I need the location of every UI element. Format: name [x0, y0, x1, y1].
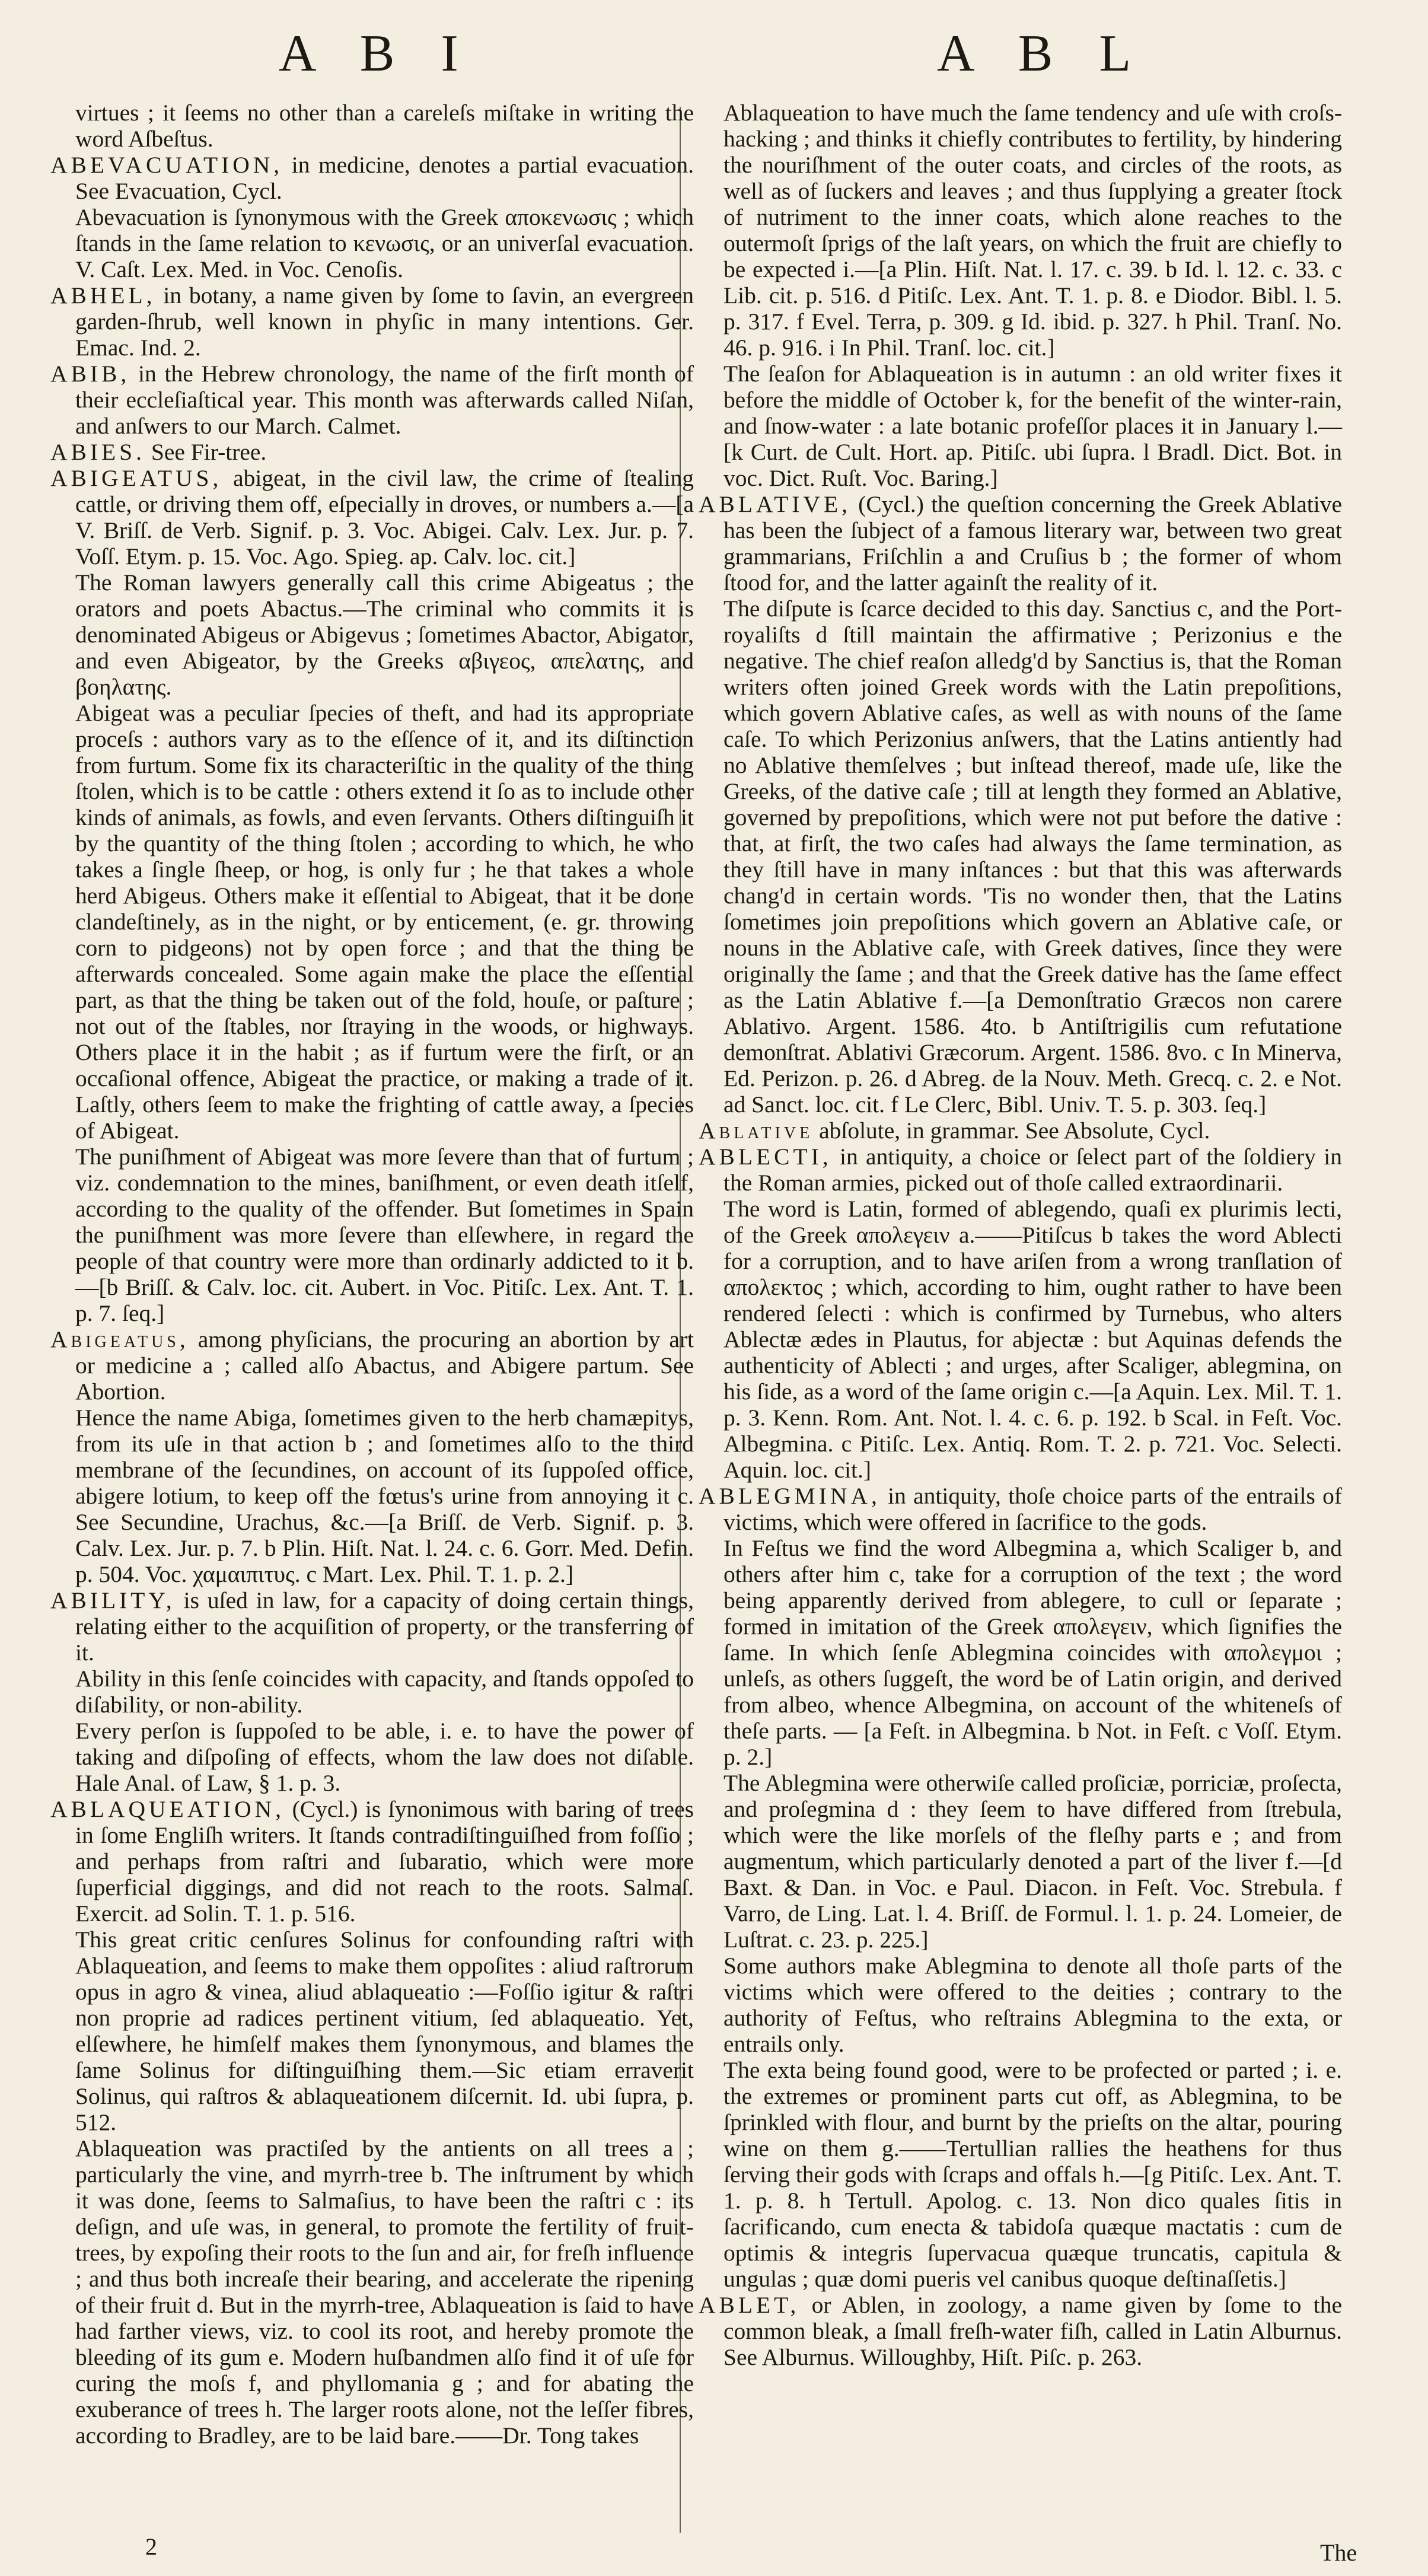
entry-text: (Cycl.) the queſtion concerning the Greek Ablative has been the ſubject of a famous literary war, between two great grammarians, Friſchlin a and Cruſius b ; the former of whom ſtood for, and the latter againſt the reality of it.: [723, 491, 1342, 596]
entry-text: among phyſicians, the procuring an abortion by art or medicine a ; called alſo Abactus, and Abigere partum. See Abortion.: [75, 1326, 694, 1405]
entry-text: virtues ; it ſeems no other than a careleſs miſtake in writing the word Aſbeſtus.: [75, 100, 694, 152]
entry-text: Ablaqueation to have much the ſame tendency and uſe with croſs-hacking ; and thinks it chiefly contributes to fertility, by hindering the nouriſhment of the outer coats, and circles of the roots, as well as of ſuckers and leaves ; and thus ſupplying a greater ſtock of nutriment to the inner coats, which alone reaches to the outermoſt ſprigs of the laſt years, on which the fruit are chiefly to be expected i.—[a Plin. Hiſt. Nat. l. 17. c. 39. b Id. l. 12. c. 33. c Lib. cit. p. 516. d Pitiſc. Lex. Ant. T. 1. p. 8. e Diodor. Bibl. l. 5. p. 317. f Evel. Terra, p. 309. g Id. ibid. p. 327. h Phil. Tranſ. No. 46. p. 916. i In Phil. Tranſ. loc. cit.]: [723, 100, 1342, 361]
dictionary-entry: [699, 1483, 1342, 1535]
entry-text: The puniſhment of Abigeat was more ſevere than that of furtum ; viz. condemnation to the mines, baniſhment, or even death itſelf, according to the quality of the offender. But ſometimes in Spain the puniſhment was more ſevere than elſewhere, in regard the people of that country were more than ordinarly addicted to it b.—[b Briſſ. & Calv. loc. cit. Aubert. in Voc. Pitiſc. Lex. Ant. T. 1. p. 7. ſeq.]: [75, 1144, 694, 1326]
entry-text: abſolute, in grammar. See Absolute, Cycl.: [813, 1117, 1210, 1144]
dictionary-entry: [50, 1326, 694, 1405]
entry-text: Abevacuation is ſynonymous with the Greek αποκενωσις ; which ſtands in the ſame relation to κενωσις, or an univerſal evacuation. V. Caſt. Lex. Med. in Voc. Cenoſis.: [75, 204, 694, 282]
entry-text: Ablaqueation was practiſed by the antients on all trees a ; particularly the vine, and myrrh-tree b. The inſtrument by which it was done, ſeems to Salmaſius, to have been the raſtri c : its deſign, and uſe was, in general, to promote the fertility of fruit-trees, by expoſing their roots to the ſun and air, for freſh influence ; and thus both increaſe their bearing, and accelerate the ripening of their fruit d. But in the myrrh-tree, Ablaqueation is ſaid to have had farther views, viz. to cool its root, and hereby promote the bleeding of its gum e. Modern huſbandmen alſo find it of uſe for curing the moſs f, and phyllomania g ; and for abating the exuberance of trees h. The larger roots alone, not the leſſer fibres, according to Bradley, are to be laid bare.——Dr. Tong takes: [75, 2135, 694, 2448]
left-column: [50, 100, 694, 2448]
entry-paragraph: [699, 1196, 1342, 1483]
entry-paragraph: [50, 1718, 694, 1796]
entry-text: or Ablen, in zoology, a name given by ſome to the common bleak, a ſmall freſh-water fiſh, called in Latin Alburnus. See Alburnus. Willoughby, Hiſt. Piſc. p. 263.: [723, 2292, 1342, 2370]
running-head-right: A B L: [937, 25, 1148, 82]
entry-text: abigeat, in the civil law, the crime of ſtealing cattle, or driving them off, eſpecially in droves, or numbers a.—[a V. Briſſ. de Verb. Signif. p. 3. Voc. Abigei. Calv. Lex. Jur. p. 7. Voſſ. Etym. p. 15. Voc. Ago. Spieg. ap. Calv. loc. cit.]: [75, 465, 694, 569]
entry-paragraph: [699, 596, 1342, 1117]
entry-text: Every perſon is ſuppoſed to be able, i. e. to have the power of taking and diſpoſing of effects, whom the law does not diſable. Hale Anal. of Law, § 1. p. 3.: [75, 1718, 694, 1796]
entry-paragraph: [50, 100, 694, 152]
headword: ABLEGMINA,: [699, 1483, 881, 1509]
entry-text: in medicine, denotes a partial evacuation. See Evacuation, Cycl.: [75, 152, 694, 204]
headword: ABHEL,: [50, 282, 156, 308]
entry-text: Ability in this ſenſe coincides with capacity, and ſtands oppoſed to diſability, or non-ability.: [75, 1666, 694, 1718]
entry-text: The ſeaſon for Ablaqueation is in autumn : an old writer fixes it before the middle of October k, for the benefit of the winter-rain, and ſnow-water : a late botanic profeſſor places it in January l.—[k Curt. de Cult. Hort. ap. Pitiſc. ubi ſupra. l Bradl. Dict. Bot. in voc. Dict. Ruſt. Voc. Baring.]: [723, 361, 1342, 491]
entry-paragraph: [50, 569, 694, 700]
entry-text: In Feſtus we find the word Albegmina a, which Scaliger b, and others after him c, take for a corruption of the text ; the word being apparently derived from ablegere, to cull or ſeparate ; formed in imitation of the Greek απολεγειν, which ſignifies the ſame. In which ſenſe Ablegmina coincides with απολεγμοι ; unleſs, as others ſuggeſt, the word be of Latin origin, and derived from albeo, whence Albegmina, on account of the whiteneſs of theſe parts. — [a Feſt. in Albegmina. b Not. in Feſt. c Voſſ. Etym. p. 2.]: [723, 1535, 1342, 1770]
headword: Ablative: [699, 1117, 814, 1144]
entry-text: This great critic cenſures Solinus for confounding raſtri with Ablaqueation, and ſeems to make them oppoſites : aliud raſtrorum opus in agro & vinea, aliud ablaqueatio :—Foſſio igitur & raſtri non proprie ad radices pertinent vitium, ſed ablaqueatio. Yet, elſewhere, he himſelf makes them ſynonymous, and blames the ſame Solinus for diſtinguiſhing them.—Sic etiam erraverit Solinus, qui raſtros & ablaqueationem diſcernit. Id. ubi ſupra, p. 512.: [75, 1927, 694, 2135]
entry-text: Abigeat was a peculiar ſpecies of theft, and had its appropriate proceſs : authors vary as to the eſſence of it, and its diſtinction from furtum. Some fix its characteriſtic in the quality of the thing ſtolen, which is to be cattle : others extend it ſo as to include other kinds of animals, as fowls, and even ſervants. Others diſtinguiſh it by the quantity of the thing ſtolen ; according to which, he who takes a ſingle ſheep, or hog, is only fur ; he that takes a whole herd Abigeus. Others make it eſſential to Abigeat, that it be done clandeſtinely, as in the night, or by enticement, (e. gr. throwing corn to pidgeons) not by open force ; and that the thing be afterwards concealed. Some again make the place the eſſential part, as that the thing be taken out of the fold, houſe, or paſture ; not out of the ſtables, nor ſtraying in the woods, or highways. Others place it in the habit ; as if furtum were the firſt, or an occaſional offence, Abigeat the practice, or making a trade of it. Laſtly, others ſeem to make the frighting of cattle away, a ſpecies of Abigeat.: [75, 700, 694, 1144]
catchword: The: [1320, 2539, 1357, 2566]
headword: ABLATIVE,: [699, 491, 851, 517]
headword: ABIGEATUS,: [50, 465, 222, 491]
entry-text: in the Hebrew chronology, the name of the firſt month of their eccleſiaſtical year. This month was afterwards called Niſan, and anſwers to our March. Calmet.: [75, 361, 694, 439]
entry-text: in antiquity, thoſe choice parts of the entrails of victims, which were offered in ſacrifice to the gods.: [723, 1483, 1342, 1535]
dictionary-entry: [50, 1587, 694, 1666]
dictionary-entry: [50, 282, 694, 361]
entry-text: See Fir-tree.: [145, 439, 267, 465]
entry-paragraph: [699, 1535, 1342, 1770]
entry-text: Some authors make Ablegmina to denote all thoſe parts of the victims which were offered to the deities ; contrary to the authority of Feſtus, who reſtrains Ablegmina to the exta, or entrails only.: [723, 1953, 1342, 2057]
signature-mark: 2: [145, 2533, 157, 2560]
dictionary-entry: [50, 439, 694, 465]
entry-paragraph: [50, 1666, 694, 1718]
entry-text: The Roman lawyers generally call this crime Abigeatus ; the orators and poets Abactus.—The criminal who commits it is denominated Abigeus or Abigevus ; ſometimes Abactor, Abigator, and even Abigeator, by the Greeks αβιγεος, απελατης, and βοηλατης.: [75, 569, 694, 700]
entry-paragraph: [50, 204, 694, 282]
dictionary-entry: [50, 1796, 694, 1927]
entry-text: The diſpute is ſcarce decided to this day. Sanctius c, and the Port-royaliſts d ſtill maintain the affirmative ; Perizonius e the negative. The chief reaſon alledg'd by Sanctius is, that the Roman writers often joined Greek words with the Latin prepoſitions, which govern Ablative caſes, as well as with nouns of the ſame caſe. To which Perizonius anſwers, that the Latins antiently had no Ablative themſelves ; but inſtead thereof, made uſe, like the Greeks, of the dative caſe ; till at length they formed an Ablative, governed by prepoſitions, which were not put before the dative : that, at firſt, the two caſes had always the ſame termination, as they ſtill have in many inſtances : but that this was afterwards chang'd in certain words. 'Tis no wonder then, that the Latins ſometimes join prepoſitions which govern an Ablative caſe, or nouns in the Ablative caſe, with Greek datives, ſince they were originally the ſame ; and that the Greek dative has the ſame effect as the Latin Ablative f.—[a Demonſtratio Græcos non carere Ablativo. Argent. 1586. 4to. b Antiſtrigilis cum refutatione demonſtrat. Ablativi Græcorum. Argent. 1586. 8vo. c In Minerva, Ed. Perizon. p. 26. d Abreg. de la Nouv. Meth. Grecq. c. 2. e Not. ad Sanct. loc. cit. f Le Clerc, Bibl. Univ. T. 5. p. 303. ſeq.]: [723, 596, 1342, 1117]
headword: ABLET,: [699, 2292, 800, 2318]
entry-paragraph: [699, 100, 1342, 361]
entry-paragraph: [699, 1770, 1342, 1953]
entry-paragraph: [50, 1405, 694, 1587]
entry-paragraph: [699, 1953, 1342, 2057]
running-head-left: A B I: [279, 25, 475, 82]
entry-text: Hence the name Abiga, ſometimes given to the herb chamæpitys, from its uſe in that action b ; and ſometimes alſo to the third membrane of the ſecundines, on account of its ſuppoſed office, abigere lotium, to keep off the fœtus's urine from annoying it c. See Secundine, Urachus, &c.—[a Briſſ. de Verb. Signif. p. 3. Calv. Lex. Jur. p. 7. b Plin. Hiſt. Nat. l. 24. c. 6. Gorr. Med. Defin. p. 504. Voc. χαμαιπιτυς. c Mart. Lex. Phil. T. 1. p. 2.]: [75, 1405, 694, 1587]
headword: ABLAQUEATION,: [50, 1796, 285, 1822]
entry-text: in antiquity, a choice or ſelect part of the ſoldiery in the Roman armies, picked out of thoſe called extraordinarii.: [723, 1144, 1342, 1196]
dictionary-entry: [699, 491, 1342, 596]
headword: ABILITY,: [50, 1587, 176, 1613]
dictionary-entry: [50, 361, 694, 439]
entry-paragraph: [50, 2135, 694, 2448]
dictionary-entry: [50, 152, 694, 204]
entry-paragraph: [699, 2057, 1342, 2292]
entry-text: (Cycl.) is ſynonimous with baring of trees in ſome Engliſh writers. It ſtands contradiſtinguiſhed from foſſio ; and perhaps from raſtri and ſubaratio, which were more ſuperficial diggings, and did not reach to the roots. Salmaſ. Exercit. ad Solin. T. 1. p. 516.: [75, 1796, 694, 1927]
entry-paragraph: [50, 700, 694, 1144]
entry-paragraph: [50, 1144, 694, 1326]
headword: ABEVACUATION,: [50, 152, 283, 178]
headword: ABIB,: [50, 361, 130, 387]
entry-text: The word is Latin, formed of ablegendo, quaſi ex plurimis lecti, of the Greek απολεγειν a.——Pitiſcus b takes the word Ablecti for a corruption, and to have ariſen from a wrong tranſlation of απολεκτος ; which, according to him, ought rather to have been rendered ſelecti : which is confirmed by Turnebus, who alters Ablectæ ædes in Plautus, for abjectæ : but Aquinas defends the authenticity of Ablecti ; and urges, after Scaliger, ablegmina, on his ſide, as a word of the ſame origin c.—[a Aquin. Lex. Mil. T. 1. p. 3. Kenn. Rom. Ant. Not. l. 4. c. 6. p. 192. b Scal. in Feſt. Voc. Albegmina. c Pitiſc. Lex. Antiq. Rom. T. 2. p. 721. Voc. Selecti. Aquin. loc. cit.]: [723, 1196, 1342, 1483]
entry-text: The exta being found good, were to be profected or parted ; i. e. the extremes or prominent parts cut off, as Ablegmina, to be ſprinkled with flour, and burnt by the prieſts on the altar, pouring wine on them g.——Tertullian rallies the heathens for thus ſerving their gods with ſcraps and offals h.—[g Pitiſc. Lex. Ant. T. 1. p. 8. h Tertull. Apolog. c. 13. Non dico quales ſitis in ſacrificando, cum enecta & tabidoſa quæque mactatis : cum de optimis & integris ſupervacua quæque truncatis, capitula & ungulas ; quæ domi pueris vel canibus quoque deſtinaſſetis.]: [723, 2057, 1342, 2292]
headword: ABIES.: [50, 439, 145, 465]
entry-paragraph: [699, 361, 1342, 491]
dictionary-entry: [699, 1144, 1342, 1196]
entry-text: The Ablegmina were otherwiſe called proſiciæ, porriciæ, proſecta, and proſegmina d : they ſeem to have differed from ſtrebula, which were the like morſels of the fleſhy parts e ; and from augmentum, which particularly denoted a part of the liver f.—[d Baxt. & Dan. in Voc. e Paul. Diacon. in Feſt. Voc. Strebula. f Varro, de Ling. Lat. l. 4. Briſſ. de Formul. l. 1. p. 24. Lomeier, de Luſtrat. c. 23. p. 225.]: [723, 1770, 1342, 1953]
dictionary-entry: [50, 465, 694, 569]
dictionary-entry: [699, 2292, 1342, 2370]
headword: ABLECTI,: [699, 1144, 832, 1170]
entry-text: in botany, a name given by ſome to ſavin, an evergreen garden-ſhrub, well known in phyſic in many intentions. Ger. Emac. Ind. 2.: [75, 282, 694, 361]
headword: Abigeatus,: [50, 1326, 189, 1352]
right-column: [699, 100, 1342, 2370]
dictionary-entry: [699, 1117, 1342, 1144]
entry-paragraph: [50, 1927, 694, 2135]
entry-text: is uſed in law, for a capacity of doing certain things, relating either to the acquiſition of property, or the transferring of it.: [75, 1587, 694, 1666]
